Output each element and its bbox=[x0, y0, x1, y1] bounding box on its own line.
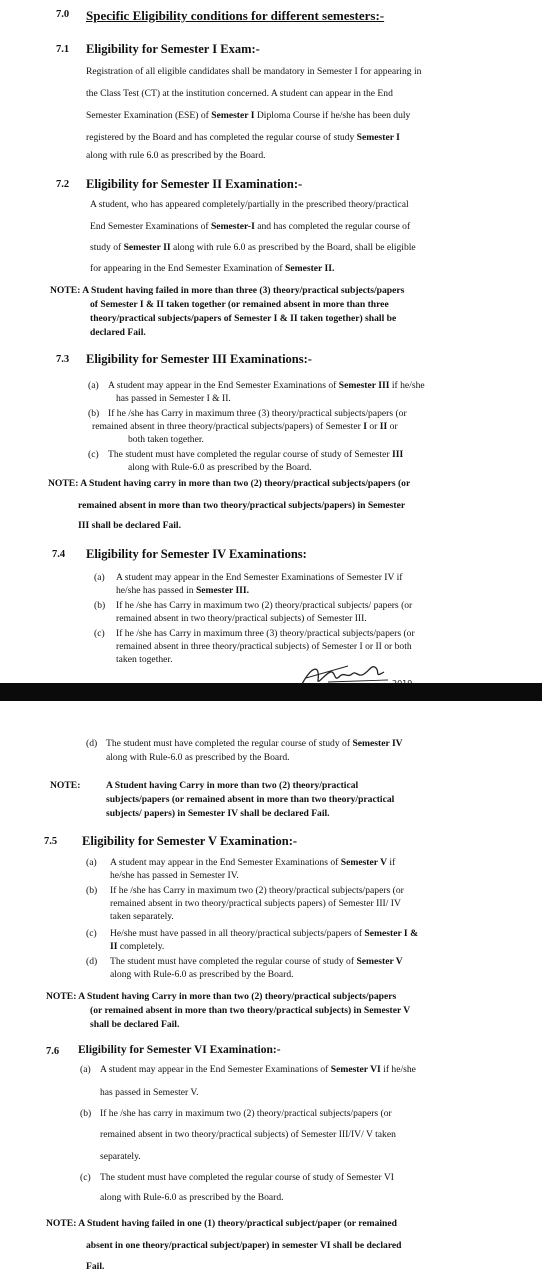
section-number: 7.2 bbox=[56, 179, 70, 190]
list-item-line: If he /she has carry in maximum two (2) theory/practical subjects/papers (or bbox=[100, 1108, 392, 1119]
section-heading: Eligibility for Semester III Examinations:- bbox=[86, 352, 312, 366]
list-item-line: The student must have completed the regular course of study of Semester III bbox=[108, 449, 404, 460]
list-item-line: along with Rule-6.0 as prescribed by the Board. bbox=[110, 969, 294, 980]
section-number: 7.0 bbox=[56, 9, 70, 20]
list-item-line: If he /she has Carry in maximum two (2) theory/practical subjects/papers (or bbox=[110, 885, 404, 896]
list-marker: (c) bbox=[94, 628, 105, 639]
list-item-line: remained absent in three theory/practical subjects/papers) of Semester I or II or bbox=[92, 421, 398, 432]
note-line: absent in one theory/practical subject/paper) in semester VI shall be declared bbox=[86, 1240, 402, 1251]
list-marker: (b) bbox=[88, 408, 100, 419]
list-item-line: If he /she has Carry in maximum three (3) theory/practical subjects/papers (or bbox=[116, 628, 415, 639]
list-item-line: remained absent in two theory/practical subjects) of Semester III. bbox=[116, 613, 367, 624]
section-heading: Eligibility for Semester IV Examinations: bbox=[86, 547, 307, 561]
list-item-line: remained absent in two theory/practical subjects papers) of Semester III/ IV bbox=[110, 898, 401, 909]
section-heading: Eligibility for Semester VI Examination:- bbox=[78, 1044, 281, 1056]
list-item-line: along with Rule-6.0 as prescribed by the Board. bbox=[100, 1192, 284, 1203]
paragraph-line: Registration of all eligible candidates shall be mandatory in Semester I for appearing in bbox=[86, 66, 422, 77]
note-line: NOTE: A Student having carry in more than two (2) theory/practical subjects/papers (or bbox=[48, 478, 411, 489]
list-item-line: he/she has passed in Semester III. bbox=[116, 585, 250, 596]
note-line: of Semester I & II taken together (or remained absent in more than three bbox=[90, 299, 389, 310]
list-marker: (b) bbox=[94, 600, 106, 611]
list-item-line: has passed in Semester V. bbox=[100, 1087, 199, 1098]
note-line: (or remained absent in more than two theory/practical subjects) in Semester V bbox=[90, 1005, 411, 1016]
paragraph-line: registered by the Board and has completed the regular course of study Semester I bbox=[86, 132, 400, 143]
list-item-line: The student must have completed the regular course of study of Semester VI bbox=[100, 1172, 394, 1183]
list-item-line: both taken together. bbox=[128, 434, 204, 445]
list-item-line: remained absent in two theory/practical subjects) of Semester III/IV/ V taken bbox=[100, 1129, 396, 1140]
list-item-line: II completely. bbox=[110, 941, 165, 952]
list-item-line: along with Rule-6.0 as prescribed by the Board. bbox=[128, 462, 312, 473]
section-heading: Eligibility for Semester I Exam:- bbox=[86, 42, 260, 56]
list-marker: (d) bbox=[86, 738, 98, 749]
list-item-line: The student must have completed the regular course of study of Semester V bbox=[110, 956, 403, 967]
paragraph-line: for appearing in the End Semester Examination of Semester II. bbox=[90, 263, 335, 274]
document-title: Specific Eligibility conditions for different semesters:- bbox=[86, 8, 385, 23]
note-line: subjects/papers (or remained absent in more than two theory/practical bbox=[106, 794, 395, 805]
list-item-line: A student may appear in the End Semester Examinations of Semester V if bbox=[110, 857, 396, 868]
list-marker: (a) bbox=[88, 380, 99, 391]
note-line: shall be declared Fail. bbox=[90, 1019, 180, 1030]
list-marker: (b) bbox=[80, 1108, 92, 1119]
list-marker: (a) bbox=[86, 857, 97, 868]
page-break-band bbox=[0, 683, 542, 701]
note-line: NOTE: A Student having failed in more than three (3) theory/practical subjects/papers bbox=[50, 285, 405, 296]
note-line: NOTE: A Student having Carry in more than two (2) theory/practical subjects/papers bbox=[46, 991, 397, 1002]
note-line: A Student having Carry in more than two (2) theory/practical bbox=[106, 780, 359, 791]
paragraph-line: A student, who has appeared completely/partially in the prescribed theory/practical bbox=[90, 199, 409, 210]
list-item-line: A student may appear in the End Semester Examinations of Semester III if he/she bbox=[108, 380, 425, 391]
section-number: 7.4 bbox=[52, 549, 66, 560]
section-number: 7.6 bbox=[46, 1046, 60, 1057]
note-label: NOTE: bbox=[50, 780, 81, 791]
list-item-line: The student must have completed the regular course of study of Semester IV bbox=[106, 738, 403, 749]
note-line: remained absent in more than two theory/practical subjects/papers) in Semester bbox=[78, 500, 406, 511]
list-item-line: He/she must have passed in all theory/practical subjects/papers of Semester I & bbox=[110, 928, 419, 939]
list-item-line: If he /she has Carry in maximum two (2) theory/practical subjects/ papers (or bbox=[116, 600, 413, 611]
list-item-line: along with Rule-6.0 as prescribed by the Board. bbox=[106, 752, 290, 763]
list-marker: (d) bbox=[86, 956, 98, 967]
list-item-line: If he /she has Carry in maximum three (3) theory/practical subjects/papers (or bbox=[108, 408, 407, 419]
list-item-line: has passed in Semester I & II. bbox=[116, 393, 231, 404]
paragraph-line: End Semester Examinations of Semester-I and has completed the regular course of bbox=[90, 221, 411, 232]
list-marker: (a) bbox=[80, 1064, 91, 1075]
list-marker: (b) bbox=[86, 885, 98, 896]
list-item-line: A student may appear in the End Semester Examinations of Semester IV if bbox=[116, 572, 403, 583]
list-marker: (a) bbox=[94, 572, 105, 583]
list-item-line: taken separately. bbox=[110, 911, 174, 922]
list-item-line: he/she has passed in Semester IV. bbox=[110, 870, 239, 881]
section-heading: Eligibility for Semester II Examination:- bbox=[86, 177, 303, 191]
section-heading: Eligibility for Semester V Examination:- bbox=[82, 834, 298, 848]
section-number: 7.5 bbox=[44, 836, 58, 847]
note-line: III shall be declared Fail. bbox=[78, 520, 181, 531]
paragraph-line: study of Semester II along with rule 6.0 as prescribed by the Board, shall be eligible bbox=[90, 242, 416, 253]
list-item-line: separately. bbox=[100, 1151, 141, 1162]
paragraph-line: along with rule 6.0 as prescribed by the Board. bbox=[86, 150, 266, 161]
note-line: Fail. bbox=[86, 1261, 105, 1272]
list-item-line: remained absent in three theory/practical subjects) of Semester I or II or both bbox=[116, 641, 412, 652]
list-marker: (c) bbox=[86, 928, 97, 939]
section-number: 7.1 bbox=[56, 44, 70, 55]
note-line: declared Fail. bbox=[90, 327, 146, 338]
list-marker: (c) bbox=[80, 1172, 91, 1183]
paragraph-line: Semester Examination (ESE) of Semester I Diploma Course if he/she has been duly bbox=[86, 110, 411, 121]
paragraph-line: the Class Test (CT) at the institution concerned. A student can appear in the End bbox=[86, 88, 393, 99]
list-item-line: taken together. bbox=[116, 654, 173, 665]
list-marker: (c) bbox=[88, 449, 99, 460]
note-line: subjects/ papers) in Semester IV shall be declared Fail. bbox=[106, 808, 330, 819]
section-number: 7.3 bbox=[56, 354, 70, 365]
note-line: theory/practical subjects/papers of Semester I & II taken together) shall be bbox=[90, 313, 397, 324]
note-line: NOTE: A Student having failed in one (1) theory/practical subject/paper (or remained bbox=[46, 1218, 397, 1229]
list-item-line: A student may appear in the End Semester Examinations of Semester VI if he/she bbox=[100, 1064, 416, 1075]
